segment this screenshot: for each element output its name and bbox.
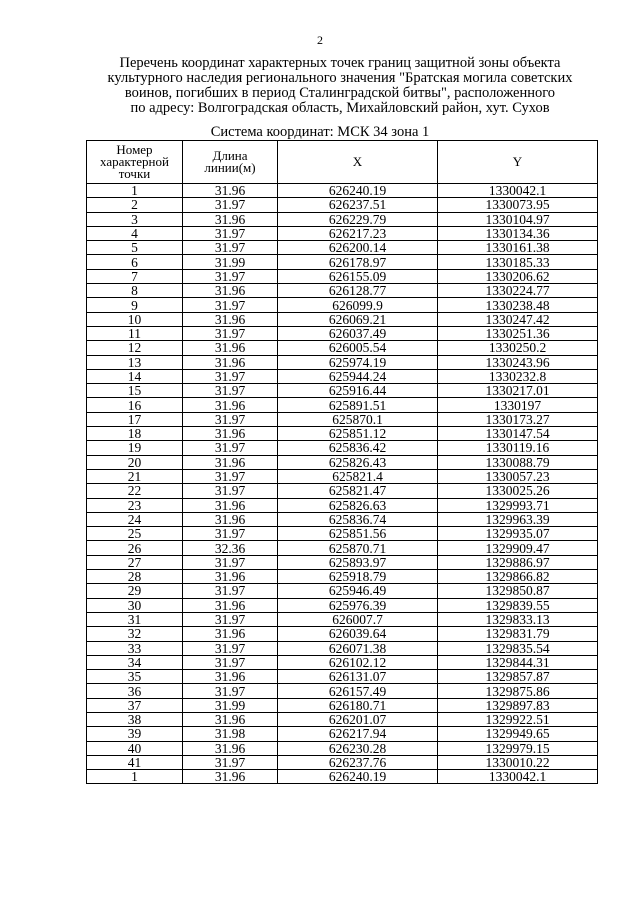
- cell-line-length: 31.97: [183, 369, 278, 383]
- cell-x: 625851.12: [278, 427, 438, 441]
- cell-line-length: 31.96: [183, 498, 278, 512]
- cell-y: 1330247.42: [438, 312, 598, 326]
- cell-point-number: 2: [87, 198, 183, 212]
- cell-x: 625916.44: [278, 384, 438, 398]
- cell-y: 1329886.97: [438, 555, 598, 569]
- cell-y: 1329857.87: [438, 670, 598, 684]
- cell-line-length: 31.97: [183, 584, 278, 598]
- cell-line-length: 31.97: [183, 412, 278, 426]
- cell-line-length: 31.97: [183, 684, 278, 698]
- cell-x: 626217.23: [278, 226, 438, 240]
- cell-x: 625944.24: [278, 369, 438, 383]
- table-row: [87, 312, 598, 326]
- cell-y: 1330250.2: [438, 341, 598, 355]
- cell-x: 625946.49: [278, 584, 438, 598]
- cell-point-number: 31: [87, 612, 183, 626]
- cell-x: 626180.71: [278, 698, 438, 712]
- table-row: [87, 541, 598, 555]
- table-row: [87, 298, 598, 312]
- cell-x: 625870.1: [278, 412, 438, 426]
- cell-x: 626155.09: [278, 269, 438, 283]
- cell-y: 1329839.55: [438, 598, 598, 612]
- cell-point-number: 35: [87, 670, 183, 684]
- cell-x: 625870.71: [278, 541, 438, 555]
- cell-line-length: 31.96: [183, 627, 278, 641]
- cell-line-length: 31.96: [183, 355, 278, 369]
- cell-x: 626007.7: [278, 612, 438, 626]
- cell-point-number: 1: [87, 184, 183, 198]
- cell-y: 1330073.95: [438, 198, 598, 212]
- cell-x: 625821.47: [278, 484, 438, 498]
- table-row: [87, 355, 598, 369]
- cell-x: 625851.56: [278, 527, 438, 541]
- cell-x: 626069.21: [278, 312, 438, 326]
- table-row: [87, 226, 598, 240]
- cell-point-number: 23: [87, 498, 183, 512]
- cell-point-number: 1: [87, 770, 183, 784]
- cell-x: 626237.76: [278, 755, 438, 769]
- cell-x: 626200.14: [278, 241, 438, 255]
- table-row: [87, 641, 598, 655]
- table-row: [87, 698, 598, 712]
- cell-point-number: 30: [87, 598, 183, 612]
- title-line: Перечень координат характерных точек границ защитной зоны объекта: [119, 55, 561, 71]
- cell-point-number: 20: [87, 455, 183, 469]
- cell-y: 1330010.22: [438, 755, 598, 769]
- cell-line-length: 31.97: [183, 269, 278, 283]
- cell-point-number: 26: [87, 541, 183, 555]
- cell-line-length: 31.97: [183, 226, 278, 240]
- cell-x: 626039.64: [278, 627, 438, 641]
- cell-y: 1330134.36: [438, 226, 598, 240]
- cell-x: 626128.77: [278, 284, 438, 298]
- cell-point-number: 37: [87, 698, 183, 712]
- cell-y: 1329844.31: [438, 655, 598, 669]
- cell-line-length: 31.97: [183, 298, 278, 312]
- cell-y: 1330104.97: [438, 212, 598, 226]
- cell-point-number: 24: [87, 512, 183, 526]
- cell-point-number: 32: [87, 627, 183, 641]
- table-row: [87, 570, 598, 584]
- cell-line-length: 31.97: [183, 655, 278, 669]
- cell-y: 1329835.54: [438, 641, 598, 655]
- cell-point-number: 19: [87, 441, 183, 455]
- header-text: точки: [118, 166, 151, 181]
- cell-x: 625893.97: [278, 555, 438, 569]
- cell-line-length: 31.97: [183, 527, 278, 541]
- cell-x: 626217.94: [278, 727, 438, 741]
- cell-line-length: 31.97: [183, 484, 278, 498]
- table-row: [87, 269, 598, 283]
- table-row: [87, 612, 598, 626]
- cell-line-length: 31.96: [183, 570, 278, 584]
- table-row: [87, 584, 598, 598]
- table-row: [87, 284, 598, 298]
- cell-y: 1330161.38: [438, 241, 598, 255]
- table-row: [87, 184, 598, 198]
- cell-point-number: 39: [87, 727, 183, 741]
- cell-point-number: 14: [87, 369, 183, 383]
- cell-point-number: 29: [87, 584, 183, 598]
- cell-line-length: 31.97: [183, 198, 278, 212]
- cell-line-length: 31.97: [183, 641, 278, 655]
- table-row: [87, 512, 598, 526]
- cell-point-number: 11: [87, 326, 183, 340]
- table-row: [87, 412, 598, 426]
- table-row: [87, 655, 598, 669]
- cell-point-number: 6: [87, 255, 183, 269]
- table-row: [87, 741, 598, 755]
- cell-y: 1329909.47: [438, 541, 598, 555]
- cell-point-number: 33: [87, 641, 183, 655]
- cell-point-number: 34: [87, 655, 183, 669]
- cell-line-length: 31.97: [183, 441, 278, 455]
- cell-line-length: 31.96: [183, 670, 278, 684]
- cell-line-length: 31.99: [183, 698, 278, 712]
- header-text: Номер: [116, 142, 153, 157]
- cell-x: 626005.54: [278, 341, 438, 355]
- cell-line-length: 31.97: [183, 384, 278, 398]
- header-text: линии(м): [204, 160, 256, 175]
- table-row: [87, 441, 598, 455]
- cell-y: 1330088.79: [438, 455, 598, 469]
- page-number: 2: [317, 33, 323, 47]
- table-row: [87, 770, 598, 784]
- cell-x: 626178.97: [278, 255, 438, 269]
- cell-line-length: 31.96: [183, 312, 278, 326]
- cell-point-number: 15: [87, 384, 183, 398]
- cell-point-number: 28: [87, 570, 183, 584]
- cell-line-length: 31.96: [183, 184, 278, 198]
- cell-line-length: 31.96: [183, 284, 278, 298]
- cell-y: 1329993.71: [438, 498, 598, 512]
- cell-line-length: 31.96: [183, 427, 278, 441]
- cell-y: 1329897.83: [438, 698, 598, 712]
- document-title: [80, 56, 600, 116]
- cell-y: 1329935.07: [438, 527, 598, 541]
- cell-line-length: 31.96: [183, 712, 278, 726]
- cell-y: 1329875.86: [438, 684, 598, 698]
- cell-x: 626240.19: [278, 184, 438, 198]
- cell-line-length: 31.98: [183, 727, 278, 741]
- cell-point-number: 10: [87, 312, 183, 326]
- cell-y: 1330206.62: [438, 269, 598, 283]
- cell-x: 626237.51: [278, 198, 438, 212]
- cell-line-length: 31.96: [183, 212, 278, 226]
- cell-x: 626230.28: [278, 741, 438, 755]
- cell-y: 1330243.96: [438, 355, 598, 369]
- cell-line-length: 31.96: [183, 455, 278, 469]
- cell-y: 1330042.1: [438, 770, 598, 784]
- coordinates-table: [86, 140, 598, 784]
- table-row: [87, 684, 598, 698]
- table-row: [87, 427, 598, 441]
- cell-y: 1330057.23: [438, 469, 598, 483]
- cell-x: 625836.74: [278, 512, 438, 526]
- table-row: [87, 484, 598, 498]
- table-row: [87, 712, 598, 726]
- header-x: X: [278, 141, 438, 184]
- cell-line-length: 31.96: [183, 398, 278, 412]
- cell-point-number: 27: [87, 555, 183, 569]
- cell-point-number: 22: [87, 484, 183, 498]
- title-line: воинов, погибших в период Сталинградской битвы", расположенного: [124, 85, 556, 101]
- cell-point-number: 21: [87, 469, 183, 483]
- table-row: [87, 326, 598, 340]
- cell-x: 626071.38: [278, 641, 438, 655]
- cell-x: 626229.79: [278, 212, 438, 226]
- table-row: [87, 755, 598, 769]
- cell-line-length: 31.96: [183, 341, 278, 355]
- cell-y: 1329850.87: [438, 584, 598, 598]
- cell-x: 626037.49: [278, 326, 438, 340]
- cell-y: 1329979.15: [438, 741, 598, 755]
- cell-y: 1329922.51: [438, 712, 598, 726]
- table-row: [87, 255, 598, 269]
- cell-point-number: 4: [87, 226, 183, 240]
- cell-point-number: 25: [87, 527, 183, 541]
- cell-point-number: 5: [87, 241, 183, 255]
- table-row: [87, 455, 598, 469]
- cell-y: 1330197: [438, 398, 598, 412]
- table-row: [87, 670, 598, 684]
- table-header-row: [87, 141, 598, 184]
- table-row: [87, 598, 598, 612]
- table-row: [87, 727, 598, 741]
- cell-line-length: 31.96: [183, 598, 278, 612]
- header-line-length: [183, 141, 278, 184]
- cell-x: 626099.9: [278, 298, 438, 312]
- cell-x: 625826.63: [278, 498, 438, 512]
- cell-point-number: 40: [87, 741, 183, 755]
- table-row: [87, 198, 598, 212]
- cell-line-length: 31.97: [183, 469, 278, 483]
- cell-y: 1330119.16: [438, 441, 598, 455]
- cell-line-length: 31.96: [183, 770, 278, 784]
- table-row: [87, 241, 598, 255]
- cell-x: 625836.42: [278, 441, 438, 455]
- cell-point-number: 38: [87, 712, 183, 726]
- cell-x: 626102.12: [278, 655, 438, 669]
- cell-point-number: 7: [87, 269, 183, 283]
- table-row: [87, 469, 598, 483]
- cell-x: 625918.79: [278, 570, 438, 584]
- cell-point-number: 3: [87, 212, 183, 226]
- table-row: [87, 498, 598, 512]
- table-row: [87, 398, 598, 412]
- cell-y: 1330025.26: [438, 484, 598, 498]
- cell-point-number: 41: [87, 755, 183, 769]
- header-text: характерной: [100, 154, 169, 169]
- cell-x: 625974.19: [278, 355, 438, 369]
- header-text: Длина: [212, 148, 248, 163]
- cell-y: 1329963.39: [438, 512, 598, 526]
- cell-y: 1330042.1: [438, 184, 598, 198]
- cell-y: 1329833.13: [438, 612, 598, 626]
- header-y: Y: [438, 141, 598, 184]
- coordinate-system-label: Система координат: МСК 34 зона 1: [210, 124, 430, 140]
- cell-x: 626201.07: [278, 712, 438, 726]
- cell-line-length: 31.97: [183, 555, 278, 569]
- cell-y: 1330224.77: [438, 284, 598, 298]
- cell-point-number: 9: [87, 298, 183, 312]
- cell-x: 625976.39: [278, 598, 438, 612]
- cell-line-length: 31.96: [183, 741, 278, 755]
- cell-point-number: 8: [87, 284, 183, 298]
- table-row: [87, 369, 598, 383]
- cell-point-number: 13: [87, 355, 183, 369]
- cell-x: 625821.4: [278, 469, 438, 483]
- cell-point-number: 16: [87, 398, 183, 412]
- cell-x: 626131.07: [278, 670, 438, 684]
- cell-point-number: 12: [87, 341, 183, 355]
- cell-line-length: 31.96: [183, 512, 278, 526]
- cell-point-number: 18: [87, 427, 183, 441]
- title-line: культурного наследия регионального значения "Братская могила советских: [107, 70, 573, 86]
- table-body: [87, 184, 598, 784]
- cell-y: 1329866.82: [438, 570, 598, 584]
- cell-y: 1329949.65: [438, 727, 598, 741]
- cell-y: 1330173.27: [438, 412, 598, 426]
- cell-y: 1330147.54: [438, 427, 598, 441]
- cell-y: 1329831.79: [438, 627, 598, 641]
- cell-line-length: 31.97: [183, 755, 278, 769]
- title-line: по адресу: Волгоградская область, Михайловский район, хут. Сухов: [130, 100, 550, 116]
- cell-y: 1330185.33: [438, 255, 598, 269]
- cell-line-length: 32.36: [183, 541, 278, 555]
- cell-x: 625826.43: [278, 455, 438, 469]
- cell-line-length: 31.97: [183, 612, 278, 626]
- table-row: [87, 212, 598, 226]
- table-row: [87, 384, 598, 398]
- cell-line-length: 31.97: [183, 241, 278, 255]
- cell-y: 1330232.8: [438, 369, 598, 383]
- cell-line-length: 31.99: [183, 255, 278, 269]
- cell-x: 626157.49: [278, 684, 438, 698]
- table-row: [87, 341, 598, 355]
- table-row: [87, 627, 598, 641]
- cell-y: 1330217.01: [438, 384, 598, 398]
- table-row: [87, 527, 598, 541]
- header-point-number: [87, 141, 183, 184]
- cell-line-length: 31.97: [183, 326, 278, 340]
- cell-x: 625891.51: [278, 398, 438, 412]
- table-row: [87, 555, 598, 569]
- cell-y: 1330238.48: [438, 298, 598, 312]
- cell-point-number: 36: [87, 684, 183, 698]
- cell-point-number: 17: [87, 412, 183, 426]
- cell-y: 1330251.36: [438, 326, 598, 340]
- cell-x: 626240.19: [278, 770, 438, 784]
